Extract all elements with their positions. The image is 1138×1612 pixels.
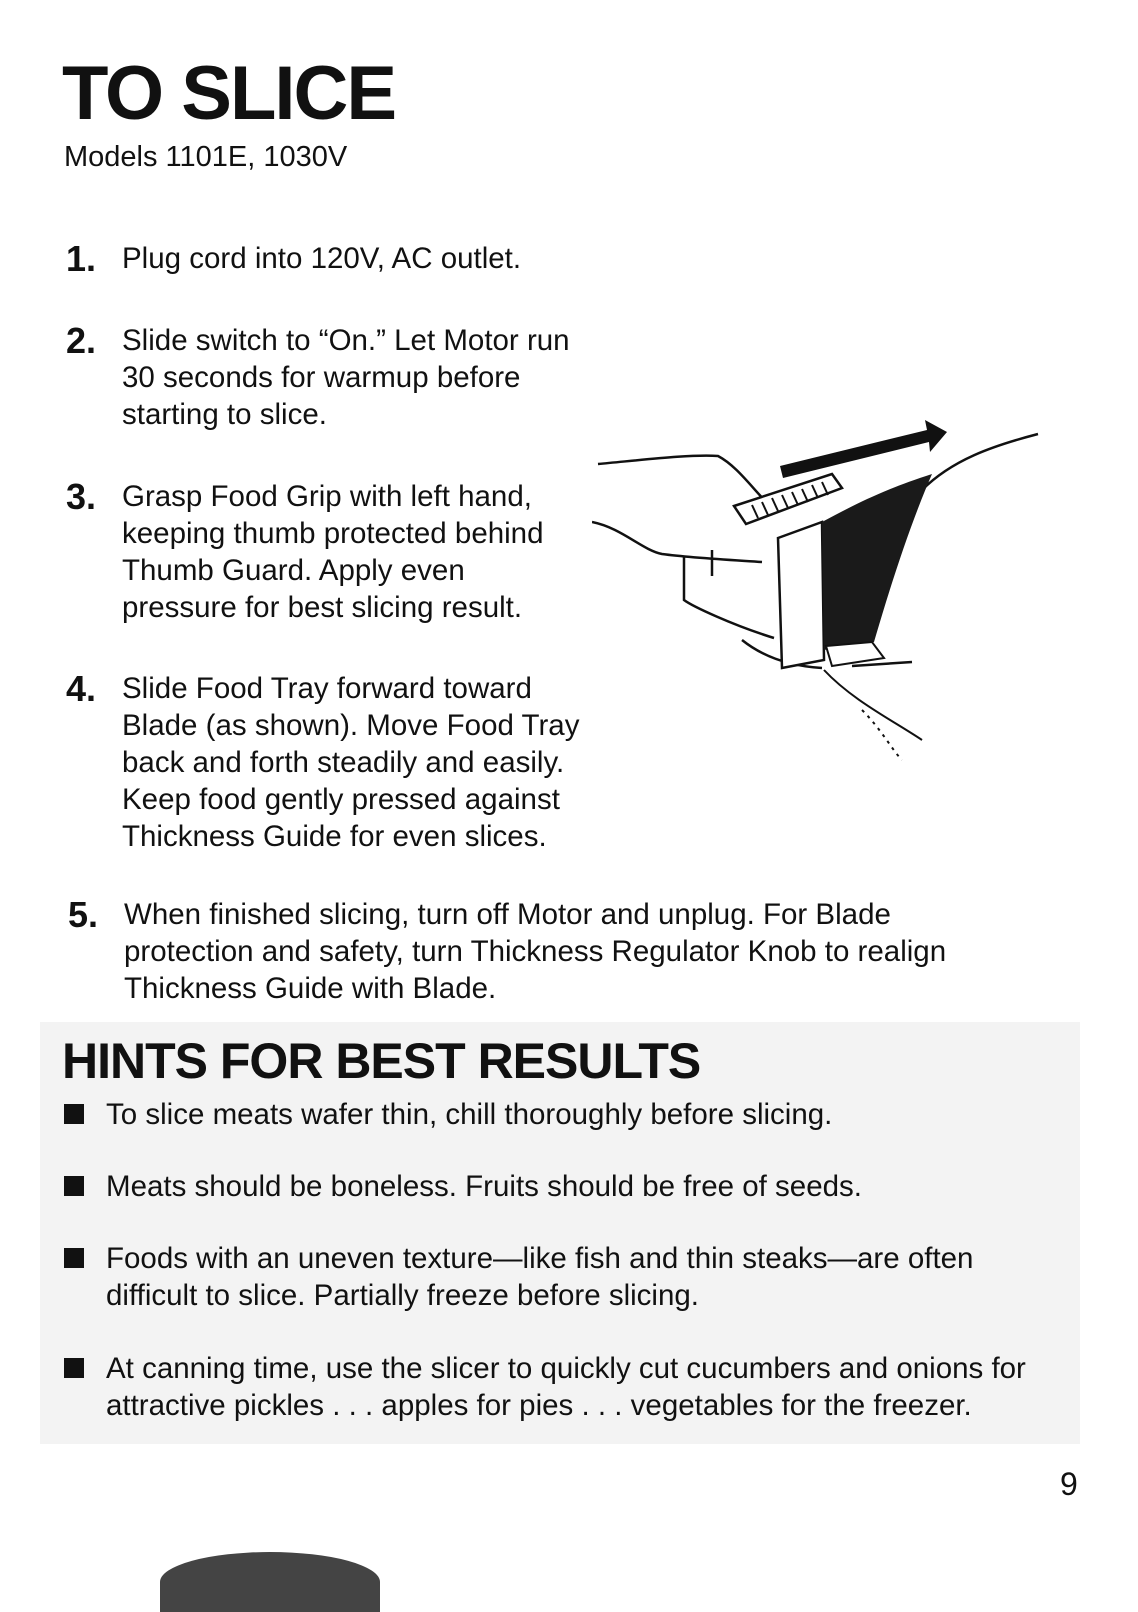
hint-item: [64, 1096, 832, 1133]
step-text: Slide switch to “On.” Let Motor run 30 seconds for warmup before starting to slice.: [122, 324, 570, 431]
models-subtitle: Models 1101E, 1030V: [64, 141, 348, 173]
hint-text: Meats should be boneless. Fruits should be free of seeds.: [106, 1170, 862, 1203]
page-number: 9: [1060, 1466, 1078, 1502]
food-grip-guard: [734, 474, 932, 668]
slicer-base: [824, 670, 922, 760]
step-2: [66, 322, 570, 433]
step-1: [66, 240, 521, 277]
hint-text: To slice meats wafer thin, chill thoroughly before slicing.: [106, 1098, 833, 1131]
square-bullet-icon: [64, 1104, 84, 1124]
step-number: 3.: [66, 476, 97, 517]
hint-item: [64, 1240, 973, 1314]
square-bullet-icon: [64, 1358, 84, 1378]
step-number: 2.: [66, 320, 97, 361]
arrow-right-icon: [780, 420, 947, 478]
step-number: 5.: [68, 894, 99, 935]
step-5: [68, 896, 946, 1007]
step-text: Grasp Food Grip with left hand, keeping thumb protected behind Thumb Guard. Apply even pressure for best slicing result.: [122, 480, 544, 624]
hint-item: [64, 1350, 1026, 1424]
step-4: [66, 670, 579, 855]
hints-title: HINTS FOR BEST RESULTS: [62, 1033, 701, 1089]
step-text: Slide Food Tray forward toward Blade (as shown). Move Food Tray back and forth steadily and easily. Keep food gently pressed against Thickness Guide for even slices.: [122, 672, 580, 853]
hint-text: At canning time, use the slicer to quickly cut cucumbers and onions for attractive pickles . . . apples for pies . . . vegetables for the freezer.: [106, 1352, 1026, 1422]
page-title: TO SLICE: [62, 51, 396, 136]
thumb-shadow-decoration: [160, 1552, 380, 1612]
square-bullet-icon: [64, 1248, 84, 1268]
hint-text: Foods with an uneven texture—like fish and thin steaks—are often difficult to slice. Partially freeze before slicing.: [106, 1242, 974, 1312]
hint-item: [64, 1168, 862, 1205]
square-bullet-icon: [64, 1176, 84, 1196]
step-3: [66, 478, 544, 626]
step-number: 4.: [66, 668, 97, 709]
step-number: 1.: [66, 238, 97, 279]
step-text: When finished slicing, turn off Motor and unplug. For Blade protection and safety, turn Thickness Regulator Knob to realign Thickness Guide with Blade.: [124, 898, 947, 1005]
step-text: Plug cord into 120V, AC outlet.: [122, 242, 522, 275]
food-slicer-hand-illustration: [592, 410, 1052, 770]
